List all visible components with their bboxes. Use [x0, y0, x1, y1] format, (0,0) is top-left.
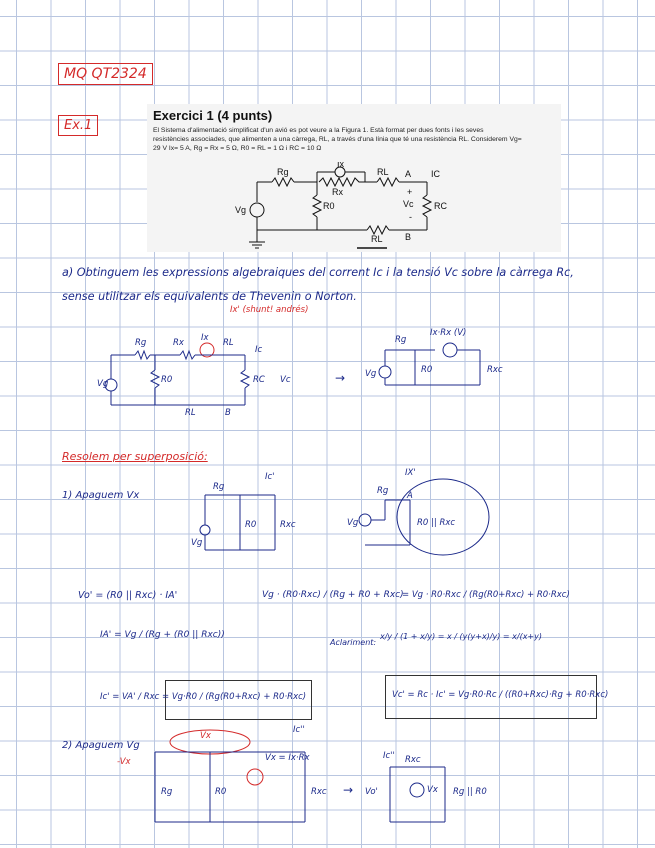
part-a-line-2: sense utilitzar els equivalents de Thevenin o Norton.	[62, 290, 357, 303]
sketch1-rc: RC	[253, 375, 265, 385]
aside-label: Aclariment:	[330, 638, 377, 647]
label-vg: Vg	[235, 205, 247, 215]
step1-a: A	[407, 491, 413, 501]
step1-r0: R0	[245, 520, 257, 530]
sketch1-rl: RL	[223, 338, 234, 348]
step2-vx-eq: Vx = Ix·Rx	[265, 753, 310, 763]
step2-parallel: Rg || R0	[453, 787, 487, 797]
sketch1-right-r0: R0	[421, 365, 433, 375]
step2-minus-vx: -Vx	[117, 757, 131, 767]
step2-rg: Rg	[161, 787, 173, 797]
sketch1-right-rxc: Rxc	[487, 365, 503, 375]
label-node-a: A	[405, 169, 412, 179]
statement-line: 29 V Ix= 5 A, Rg = Rx = 5 Ω, R0 = RL = 1 Ω i RC = 10 Ω	[153, 145, 322, 152]
label-node-b: B	[405, 232, 412, 242]
label-rg: Rg	[277, 167, 289, 177]
statement-line: resistències associades, que alimenten a una càrrega, RL, a través d'una línia que té una resistència RL. Considerem Vg=	[153, 136, 522, 143]
label-ic: IC	[431, 169, 440, 179]
svg-text:→: →	[343, 783, 354, 797]
eq-vc-prime: Vc' = Rc · Ic' = Vg·R0·Rc / ((R0+Rxc)·Rg + R0·Rxc)	[392, 690, 609, 700]
step2-rxc-right: Rxc	[405, 755, 421, 765]
sketch1-right-vg: Vg	[365, 369, 377, 379]
step1-rg-right: Rg	[377, 486, 389, 496]
step2-vx: Vx	[200, 731, 211, 741]
step2-title: 2) Apaguem Vg	[62, 740, 140, 751]
label-rl-top: RL	[377, 167, 389, 177]
label-plus: +	[407, 187, 413, 197]
step1-vg: Vg	[191, 538, 203, 548]
sketch1-vg: Vg	[97, 379, 109, 389]
step2-rxc: Rxc	[311, 787, 327, 797]
sketch1-note: Ix' (shunt! andrés)	[230, 305, 309, 315]
exercise-statement	[153, 126, 555, 153]
step1-rxc: Rxc	[280, 520, 296, 530]
sketch1-ix: Ix	[201, 333, 209, 343]
sketch1-b: B	[225, 408, 231, 418]
step2-ic-right: Ic''	[383, 751, 395, 761]
label-rl-bottom: RL	[371, 234, 383, 244]
sketch-circuit-step2	[115, 722, 535, 832]
sketch1-right-ixrx: Ix·Rx (V)	[430, 328, 467, 338]
sketch1-rx: Rx	[173, 338, 184, 348]
step1-rg: Rg	[213, 482, 225, 492]
printed-exercise	[147, 104, 561, 252]
step2-ic: Ic''	[293, 725, 305, 735]
step2-r0: R0	[215, 787, 227, 797]
statement-line: El Sistema d'alimentació simplificat d'un avió es pot veure a la Figura 1. Està format per dues fonts i les seves	[153, 127, 484, 134]
part-a-line-1: a) Obtinguem les expressions algebraiques del corrent Ic i la tensió Vc sobre la càrrega Rc,	[62, 266, 574, 279]
sketch1-rl-bottom: RL	[185, 408, 196, 418]
sketch-circuit-1	[95, 300, 565, 425]
sketch-circuit-step1	[185, 465, 505, 565]
label-vc: Vc	[403, 199, 414, 209]
aside-eq: x/y / (1 + x/y) = x / (y(y+x)/y) = x/(x+y)	[380, 632, 542, 641]
figure-1-circuit	[227, 162, 457, 252]
step1-title: 1) Apaguem Vx	[62, 490, 140, 501]
sketch1-r0: R0	[161, 375, 173, 385]
sketch1-ic: Ic	[255, 345, 263, 355]
sketch1-right-rg: Rg	[395, 335, 407, 345]
label-ix: Ix	[337, 162, 345, 169]
eq-ic-prime: Ic' = VA' / Rxc = Vg·R0 / (Rg(R0+Rxc) + R0·Rxc)	[100, 692, 307, 702]
sketch1-rg: Rg	[135, 338, 147, 348]
eq-voltage-node: Vo' = (R0 || Rxc) · IA'	[78, 590, 178, 601]
eq-ia: IA' = Vg / (Rg + (R0 || Rxc))	[100, 630, 225, 640]
eq-divider: Vg · (R0·Rxc) / (Rg + R0 + Rxc)	[262, 590, 404, 600]
label-rc: RC	[434, 201, 447, 211]
step1-parallel: R0 || Rxc	[417, 518, 456, 528]
superposition-title: Resolem per superposició:	[62, 450, 208, 463]
exercise-tag: Ex.1	[58, 115, 98, 136]
step2-vx-right: Vx	[427, 785, 438, 795]
reference-code: MQ QT2324	[58, 63, 153, 85]
step1-vg-right: Vg	[347, 518, 359, 528]
step1-ix: IX'	[405, 468, 416, 478]
exercise-heading: Exercici 1 (4 punts)	[153, 108, 273, 123]
label-rx: Rx	[332, 187, 343, 197]
step1-ic: Ic'	[265, 472, 275, 482]
label-r0: R0	[323, 201, 335, 211]
eq-divider-result: = Vg · R0·Rxc / (Rg(R0+Rxc) + R0·Rxc)	[402, 590, 570, 600]
sketch1-vc: Vc	[280, 375, 291, 385]
label-minus: -	[409, 212, 412, 222]
sketch1-arrow: →	[335, 371, 346, 385]
step2-vo: Vo'	[365, 787, 378, 797]
